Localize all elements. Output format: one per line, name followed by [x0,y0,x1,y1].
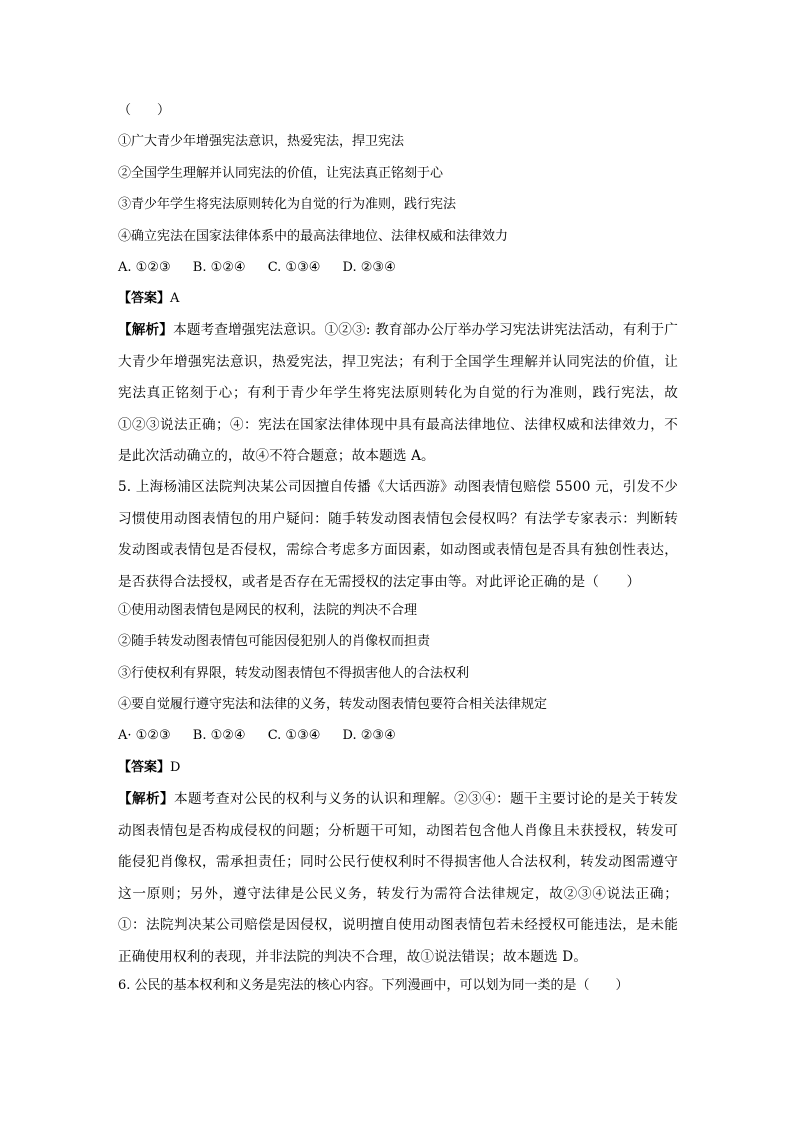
q5-item-4: ④要自觉履行遵守宪法和法律的义务，转发动图表情包要符合相关法律规定 [118,697,548,712]
q5-stem: 5. 上海杨浦区法院判决某公司因擅自传播《大话西游》动图表情包赔偿 5500 元，引发不少习惯使用动图表情包的用户疑问：随手转发动图表情包会侵权吗？有法学专家表示：判断转发动图或表情包是否侵权，需综合考虑多方面因素，如动图或表情包是否具有独创性表达，是否获得合法授权，或者是否存在无需授权的法定事由等。对此评论正确的是（ ） [118,479,678,590]
q4-answer [118,290,179,308]
q5-option-b: B. ①②④ [192,728,246,743]
q4-answer-tag: 【答案】 [118,291,171,306]
q5-option-c: C. ①③④ [267,728,321,743]
q4-option-d: D. ②③④ [342,260,396,275]
q5-analysis-text: 本题考查对公民的权利与义务的认识和理解。②③④：题干主要讨论的是关于转发动图表情包是否构成侵权的问题；分析题干可知，动图若包含他人肖像且未获授权，转发可能侵犯肖像权，需承担责任；同时公民行使权利时不得损害他人合法权利，转发动图需遵守这一原则；另外，遵守法律是公民义务，转发行为需符合法律规定，故②③④说法正确；①：法院判决某公司赔偿是因侵权，说明擅自使用动图表情包若未经授权可能违法，是未能正确使用权利的表现，并非法院的判决不合理，故①说法错误；故本题选 D。 [118,791,678,965]
q4-item-3: ③青少年学生将宪法原则转化为自觉的行为准则，践行宪法 [118,197,457,212]
q5-item-1: ①使用动图表情包是网民的权利，法院的判决不合理 [118,603,418,618]
q5-answer-tag: 【答案】 [118,760,171,775]
q5-item-2: ②随手转发动图表情包可能因侵犯别人的肖像权而担责 [118,634,431,649]
q4-item-4: ④确立宪法在国家法律体系中的最高法律地位、法律权威和法律效力 [118,229,509,244]
q4-options [118,259,414,277]
q4-option-c: C. ①③④ [267,260,321,275]
q4-item-1: ①广大青少年增强宪法意识，热爱宪法，捍卫宪法 [118,134,405,149]
q5-analysis [118,784,678,973]
q4-option-a: A. ①②③ [118,260,171,275]
q5-option-a: A· ①②③ [118,728,171,743]
q5-analysis-tag: 【解析】 [118,791,175,807]
q4-answer-value: A [170,291,180,306]
q4-blank: （ ） [118,103,171,118]
q5-options [118,727,414,745]
q5-answer-value: D [170,760,181,775]
q5-answer [118,759,180,777]
q4-analysis-text: 本题考查增强宪法意识。①②③: 教育部办公厅举办学习宪法讲宪法活动，有利于广大青少年增强宪法意识，热爱宪法，捍卫宪法；有利于全国学生理解并认同宪法的价值，让宪法真正铭刻于心；有利于青少年学生将宪法原则转化为自觉的行为准则，践行宪法，故①②③说法正确；④：宪法在国家法律体现中具有最高法律地位、法律权威和法律效力，不是此次活动确立的，故④不符合题意；故本题选 A。 [118,322,678,464]
q5-option-d: D. ②③④ [342,728,396,743]
q4-option-b: B. ①②④ [192,260,246,275]
q4-analysis-tag: 【解析】 [118,322,174,338]
q5-item-3: ③行使权利有界限，转发动图表情包不得损害他人的合法权利 [118,666,470,681]
q4-item-2: ②全国学生理解并认同宪法的价值，让宪法真正铭刻于心 [118,166,444,181]
q6-stem: 6. 公民的基本权利和义务是宪法的核心内容。下列漫画中，可以划为同一类的是（ ） [118,978,629,993]
q4-analysis [118,315,678,473]
